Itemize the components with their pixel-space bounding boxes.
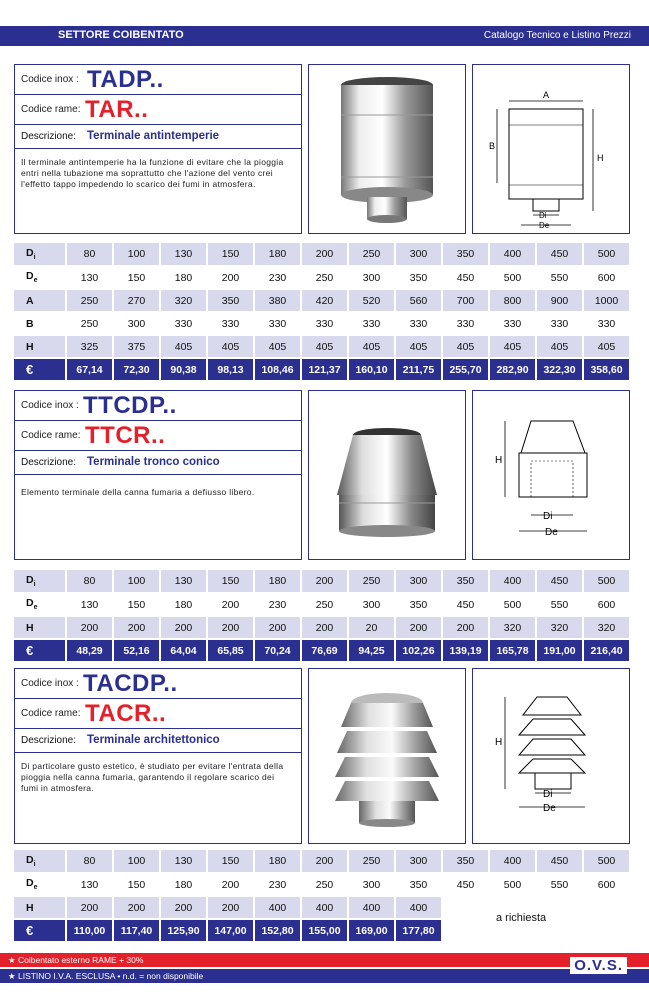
- description-row: [15, 729, 301, 753]
- dim-de-label: De: [545, 527, 558, 538]
- code-inox-row: [15, 65, 301, 95]
- table-cell: 1000: [583, 289, 630, 312]
- table-cell: 250: [66, 312, 113, 335]
- description-row: [15, 451, 301, 475]
- euro-label: €: [14, 358, 66, 381]
- row-label: $D_i$: [14, 850, 66, 873]
- table-row: [14, 243, 630, 266]
- table-cell: 250: [301, 266, 348, 289]
- price-cell: 72,30: [113, 358, 160, 381]
- table-cell: 200: [113, 896, 160, 919]
- spec-table-tadp: [14, 243, 631, 382]
- table-cell: 180: [254, 243, 301, 266]
- price-cell: 52,16: [113, 639, 160, 662]
- table-cell: 405: [442, 335, 489, 358]
- code-rame-row: [15, 421, 301, 451]
- price-cell: 48,29: [66, 639, 113, 662]
- table-row: [14, 266, 630, 289]
- table-cell: 180: [160, 266, 207, 289]
- table-cell: 500: [489, 593, 536, 616]
- table-cell: 250: [301, 873, 348, 896]
- code-rame-value: TAR..: [85, 96, 149, 123]
- price-cell: [442, 919, 489, 942]
- table-cell: 250: [348, 243, 395, 266]
- table-cell: 405: [489, 335, 536, 358]
- table-cell: 150: [113, 593, 160, 616]
- table-cell: 350: [442, 570, 489, 593]
- table-cell: 405: [348, 335, 395, 358]
- dim-h-label: H: [495, 737, 503, 748]
- price-cell: 102,26: [395, 639, 442, 662]
- table-cell: [442, 896, 489, 919]
- price-cell: 177,80: [395, 919, 442, 942]
- dim-h-label: H: [495, 455, 503, 466]
- table-cell: 180: [160, 593, 207, 616]
- table-cell: 330: [301, 312, 348, 335]
- price-cell: 125,90: [160, 919, 207, 942]
- table-cell: 600: [583, 593, 630, 616]
- price-cell: 139,19: [442, 639, 489, 662]
- code-inox-value: TACDP..: [83, 670, 178, 697]
- table-cell: 600: [583, 873, 630, 896]
- table-cell: 200: [207, 873, 254, 896]
- table-cell: 150: [207, 570, 254, 593]
- table-cell: 400: [301, 896, 348, 919]
- product-photo: [308, 668, 466, 844]
- dim-di-label: Di: [543, 789, 553, 800]
- table-cell: 130: [66, 266, 113, 289]
- code-rame-label: Codice rame:: [21, 708, 81, 719]
- row-label: $D_i$: [14, 243, 66, 266]
- table-cell: 405: [301, 335, 348, 358]
- table-cell: 130: [160, 850, 207, 873]
- code-rame-row: [15, 95, 301, 125]
- table-cell: 405: [536, 335, 583, 358]
- table-cell: 350: [395, 873, 442, 896]
- table-cell: 180: [254, 570, 301, 593]
- table-cell: 500: [583, 850, 630, 873]
- table-cell: 700: [442, 289, 489, 312]
- table-cell: 500: [583, 243, 630, 266]
- code-inox-label: Codice inox :: [21, 400, 79, 411]
- table-cell: 80: [66, 570, 113, 593]
- price-cell: 160,10: [348, 358, 395, 381]
- table-cell: 250: [66, 289, 113, 312]
- table-cell: 330: [536, 312, 583, 335]
- code-inox-row: [15, 669, 301, 699]
- table-cell: 200: [254, 616, 301, 639]
- code-rame-value: TTCR..: [85, 422, 166, 449]
- copper-note-text: ★ Coibentato esterno RAME + 30%: [8, 955, 144, 965]
- price-cell: 322,30: [536, 358, 583, 381]
- description-value: Terminale antintemperie: [87, 130, 220, 142]
- table-cell: 800: [489, 289, 536, 312]
- table-cell: 320: [489, 616, 536, 639]
- table-cell: 300: [348, 266, 395, 289]
- row-label: H: [14, 616, 66, 639]
- table-cell: 230: [254, 873, 301, 896]
- table-cell: 350: [395, 266, 442, 289]
- table-cell: 150: [207, 243, 254, 266]
- description-label: Descrizione:: [21, 457, 77, 468]
- price-cell: 67,14: [66, 358, 113, 381]
- price-cell: 65,85: [207, 639, 254, 662]
- table-cell: [583, 896, 630, 919]
- table-cell: 450: [536, 850, 583, 873]
- row-label: H: [14, 335, 66, 358]
- terminal-tronco-conico-image: [309, 391, 465, 559]
- spec-table-ttcdp: [14, 570, 631, 663]
- drawing-tacdp: [473, 669, 629, 843]
- row-label: $D_e$: [14, 593, 66, 616]
- price-cell: 76,69: [301, 639, 348, 662]
- price-cell: 282,90: [489, 358, 536, 381]
- table-cell: 405: [207, 335, 254, 358]
- table-cell: 180: [160, 873, 207, 896]
- drawing-ttcdp: [473, 391, 629, 559]
- table-cell: 350: [442, 850, 489, 873]
- table-cell: 560: [395, 289, 442, 312]
- table-cell: 250: [348, 850, 395, 873]
- product-photo: [308, 64, 466, 234]
- table-cell: 200: [395, 616, 442, 639]
- table-cell: 80: [66, 243, 113, 266]
- description-label: Descrizione:: [21, 131, 77, 142]
- table-row: [14, 616, 630, 639]
- table-cell: 450: [536, 570, 583, 593]
- table-cell: 130: [160, 243, 207, 266]
- table-cell: 330: [442, 312, 489, 335]
- price-row: [14, 358, 630, 381]
- price-cell: [583, 919, 630, 942]
- description-label: Descrizione:: [21, 735, 77, 746]
- code-inox-label: Codice inox :: [21, 74, 79, 85]
- table-cell: 405: [583, 335, 630, 358]
- sector-title: SETTORE COIBENTATO: [58, 29, 184, 41]
- table-cell: 450: [442, 593, 489, 616]
- table-cell: 400: [254, 896, 301, 919]
- row-label: B: [14, 312, 66, 335]
- dim-di-label: Di: [539, 211, 547, 220]
- table-cell: 300: [395, 243, 442, 266]
- table-cell: 550: [536, 593, 583, 616]
- table-cell: 20: [348, 616, 395, 639]
- table-cell: 325: [66, 335, 113, 358]
- price-cell: 108,46: [254, 358, 301, 381]
- table-cell: 200: [301, 243, 348, 266]
- table-cell: 130: [66, 593, 113, 616]
- terminal-antintemperie-image: [309, 65, 465, 233]
- table-cell: 320: [583, 616, 630, 639]
- table-cell: 400: [348, 896, 395, 919]
- table-cell: 130: [66, 873, 113, 896]
- description-text: Elemento terminale della canna fumaria a defiusso libero.: [21, 487, 255, 497]
- table-cell: 330: [583, 312, 630, 335]
- code-inox-value: TADP..: [87, 66, 164, 93]
- catalog-title: Catalogo Tecnico e Listino Prezzi: [483, 30, 631, 41]
- description-text: Di particolare gusto estetico, è studiato per evitare l'entrata della pioggia nella canna fumaria, garantendo il regolare scarico dei fumi in atmosfera.: [21, 761, 284, 793]
- vat-note-text: ★ LISTINO I.V.A. ESCLUSA • n.d. = non disponibile: [8, 971, 204, 981]
- table-cell: 330: [489, 312, 536, 335]
- code-rame-row: [15, 699, 301, 729]
- table-cell: 230: [254, 266, 301, 289]
- description-value: Terminale architettonico: [87, 734, 220, 746]
- table-cell: 320: [160, 289, 207, 312]
- code-rame-label: Codice rame:: [21, 104, 81, 115]
- table-row: [14, 289, 630, 312]
- price-cell: 255,70: [442, 358, 489, 381]
- euro-label: €: [14, 919, 66, 942]
- table-cell: 405: [395, 335, 442, 358]
- table-cell: 200: [301, 850, 348, 873]
- table-cell: 450: [442, 266, 489, 289]
- table-cell: 100: [113, 570, 160, 593]
- technical-drawing: [472, 668, 630, 844]
- price-cell: 169,00: [348, 919, 395, 942]
- table-cell: 450: [442, 873, 489, 896]
- row-label: $D_e$: [14, 873, 66, 896]
- info-box: [14, 390, 302, 560]
- table-cell: 350: [395, 593, 442, 616]
- table-cell: 300: [113, 312, 160, 335]
- code-rame-value: TACR..: [85, 700, 167, 727]
- table-cell: 375: [113, 335, 160, 358]
- price-cell: 70,24: [254, 639, 301, 662]
- table-cell: 300: [395, 570, 442, 593]
- table-cell: 405: [160, 335, 207, 358]
- footer-copper-note: [0, 953, 649, 967]
- product-photo: [308, 390, 466, 560]
- table-row: [14, 570, 630, 593]
- code-inox-value: TTCDP..: [83, 392, 177, 419]
- table-cell: 200: [66, 896, 113, 919]
- table-cell: 270: [113, 289, 160, 312]
- dim-a-label: A: [543, 90, 550, 100]
- price-cell: 155,00: [301, 919, 348, 942]
- price-cell: 358,60: [583, 358, 630, 381]
- spec-table-tacdp: [14, 850, 631, 943]
- table-row: [14, 850, 630, 873]
- footer-vat-note: [0, 969, 649, 983]
- price-cell: 64,04: [160, 639, 207, 662]
- price-row: [14, 639, 630, 662]
- table-cell: 550: [536, 873, 583, 896]
- price-cell: 90,38: [160, 358, 207, 381]
- price-cell: 211,75: [395, 358, 442, 381]
- table-cell: 405: [254, 335, 301, 358]
- table-cell: 400: [489, 243, 536, 266]
- price-cell: 147,00: [207, 919, 254, 942]
- table-cell: 550: [536, 266, 583, 289]
- table-cell: 320: [536, 616, 583, 639]
- header-bar: [0, 26, 649, 46]
- table-cell: 200: [113, 616, 160, 639]
- drawing-tadp: [473, 65, 629, 233]
- price-cell: 98,13: [207, 358, 254, 381]
- description-value: Terminale tronco conico: [87, 456, 220, 468]
- table-cell: 100: [113, 850, 160, 873]
- price-cell: 117,40: [113, 919, 160, 942]
- terminal-architettonico-image: [309, 669, 465, 843]
- dim-de-label: De: [543, 803, 556, 814]
- table-cell: 100: [113, 243, 160, 266]
- table-cell: 250: [301, 593, 348, 616]
- brand-logo: O.V.S.: [570, 957, 627, 974]
- table-row: [14, 873, 630, 896]
- dim-de-label: De: [539, 221, 550, 230]
- table-cell: 350: [207, 289, 254, 312]
- price-cell: 216,40: [583, 639, 630, 662]
- euro-label: €: [14, 639, 66, 662]
- table-cell: 500: [489, 873, 536, 896]
- row-label: A: [14, 289, 66, 312]
- table-cell: 330: [348, 312, 395, 335]
- table-cell: 330: [395, 312, 442, 335]
- table-cell: 150: [113, 266, 160, 289]
- info-box: [14, 64, 302, 234]
- dim-h-label: H: [597, 153, 604, 163]
- price-cell: 110,00: [66, 919, 113, 942]
- row-label: H: [14, 896, 66, 919]
- table-cell: 400: [489, 570, 536, 593]
- table-cell: 600: [583, 266, 630, 289]
- table-cell: 200: [160, 896, 207, 919]
- description-row: [15, 125, 301, 149]
- table-cell: 500: [489, 266, 536, 289]
- table-cell: 200: [301, 616, 348, 639]
- table-cell: 200: [66, 616, 113, 639]
- info-box: [14, 668, 302, 844]
- table-cell: 80: [66, 850, 113, 873]
- table-cell: 200: [207, 616, 254, 639]
- table-cell: 200: [207, 266, 254, 289]
- price-cell: 94,25: [348, 639, 395, 662]
- table-cell: 200: [301, 570, 348, 593]
- row-label: $D_i$: [14, 570, 66, 593]
- table-cell: 250: [348, 570, 395, 593]
- description-text: Il terminale antintemperie ha la funzione di evitare che la pioggia entri nella tubazione ma soprattutto che l'azione del vento crei l'effetto tappo impedendo lo scarico dei fumi in atmosfera.: [21, 157, 284, 189]
- table-cell: 520: [348, 289, 395, 312]
- table-cell: 130: [160, 570, 207, 593]
- table-cell: 350: [442, 243, 489, 266]
- table-cell: 400: [489, 850, 536, 873]
- table-row: [14, 335, 630, 358]
- on-request-note: a richiesta: [496, 912, 547, 924]
- code-rame-label: Codice rame:: [21, 430, 81, 441]
- technical-drawing: [472, 64, 630, 234]
- table-cell: 450: [536, 243, 583, 266]
- table-cell: 380: [254, 289, 301, 312]
- table-cell: 400: [395, 896, 442, 919]
- dim-b-label: B: [489, 141, 496, 151]
- code-inox-row: [15, 391, 301, 421]
- code-inox-label: Codice inox :: [21, 678, 79, 689]
- price-cell: 165,78: [489, 639, 536, 662]
- table-cell: 330: [254, 312, 301, 335]
- price-cell: 191,00: [536, 639, 583, 662]
- technical-drawing: [472, 390, 630, 560]
- table-cell: 200: [160, 616, 207, 639]
- price-cell: 152,80: [254, 919, 301, 942]
- table-cell: 180: [254, 850, 301, 873]
- table-cell: 420: [301, 289, 348, 312]
- table-cell: 200: [442, 616, 489, 639]
- table-cell: 300: [348, 593, 395, 616]
- price-cell: 121,37: [301, 358, 348, 381]
- dim-di-label: Di: [543, 511, 553, 522]
- table-cell: 200: [207, 593, 254, 616]
- row-label: $D_e$: [14, 266, 66, 289]
- table-cell: 150: [113, 873, 160, 896]
- table-cell: 300: [395, 850, 442, 873]
- table-cell: 330: [207, 312, 254, 335]
- table-row: [14, 312, 630, 335]
- table-cell: 150: [207, 850, 254, 873]
- table-cell: 230: [254, 593, 301, 616]
- table-cell: 300: [348, 873, 395, 896]
- table-cell: 330: [160, 312, 207, 335]
- table-row: [14, 593, 630, 616]
- table-cell: 900: [536, 289, 583, 312]
- table-cell: 500: [583, 570, 630, 593]
- table-cell: 200: [207, 896, 254, 919]
